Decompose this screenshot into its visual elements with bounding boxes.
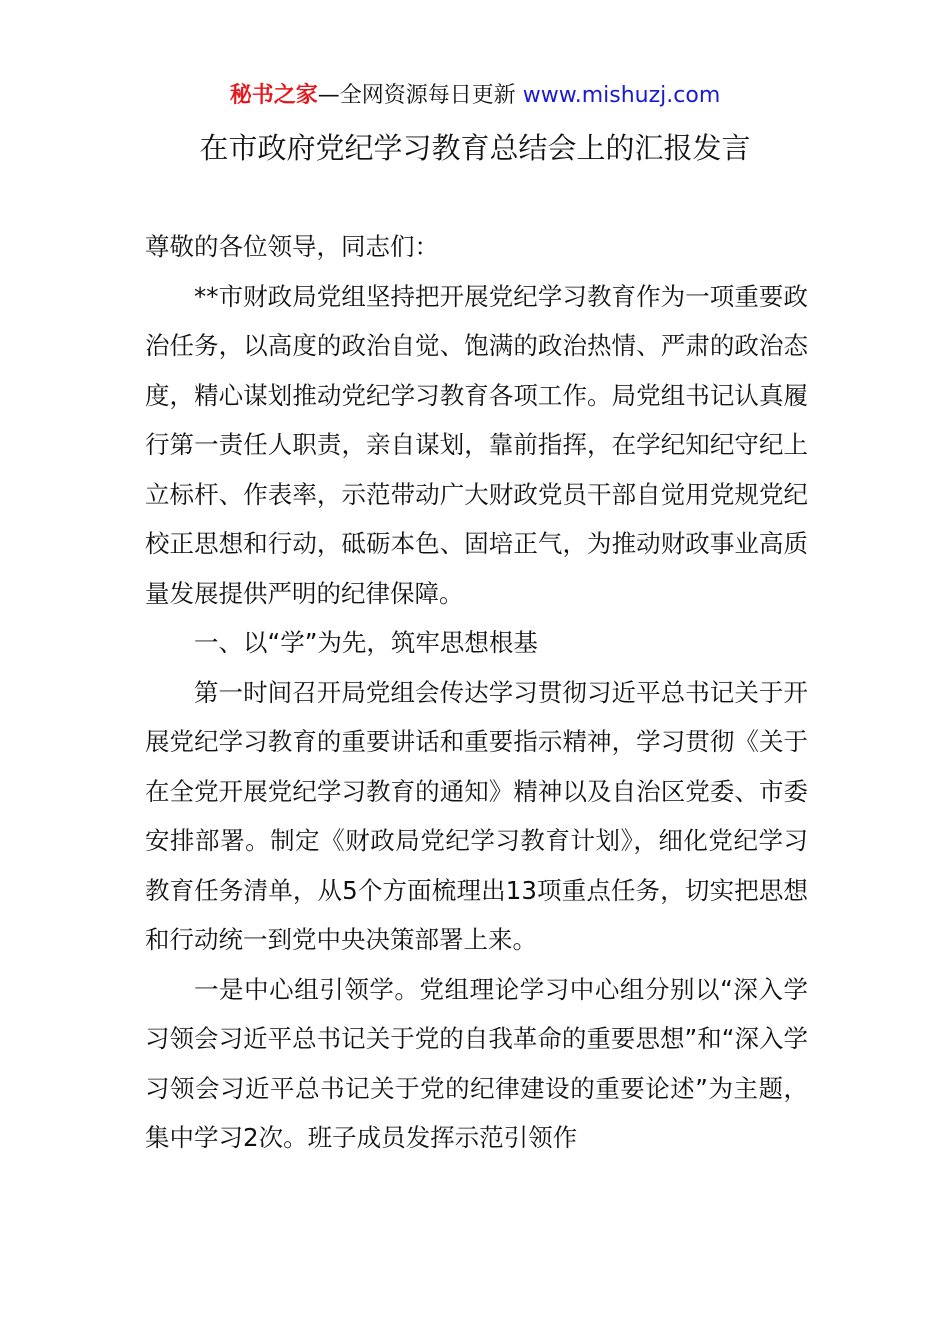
site-tagline: —全网资源每日更新 [317, 83, 523, 108]
paragraph-intro: **市财政局党组坚持把开展党纪学习教育作为一项重要政治任务，以高度的政治自觉、饱满的政治热情、严肃的政治态度，精心谋划推动党纪学习教育各项工作。局党组书记认真履行第一责任人职责，亲自谋划，靠前指挥，在学纪知纪守纪上立标杆、作表率，示范带动广大财政党员干部自觉用党规党纪校正思想和行动，砥砺本色、固培正气，为推动财政事业高质量发展提供严明的纪律保障。 [145, 281, 808, 608]
section-heading-1: 一、以“学”为先，筑牢思想根基 [194, 628, 538, 657]
site-banner [0, 80, 950, 112]
site-brand-name: 秘书之家 [229, 83, 318, 108]
site-url-link[interactable]: www.mishuzj.com [522, 83, 721, 108]
paragraph-section-1: 第一时间召开局党组会传达学习贯彻习近平总书记关于开展党纪学习教育的重要讲话和重要指示精神，学习贯彻《关于在全党开展党纪学习教育的通知》精神以及自治区党委、市委安排部署。制定《财政局党纪学习教育计划》，细化党纪学习教育任务清单，从5个方面梳理出13项重点任务，切实把思想和行动统一到党中央决策部署上来。 [145, 677, 808, 954]
salutation: 尊敬的各位领导，同志们： [145, 232, 439, 261]
document-body [145, 222, 808, 1163]
document-title: 在市政府党纪学习教育总结会上的汇报发言 [199, 131, 751, 165]
paragraph-item-1: 一是中心组引领学。党组理论学习中心组分别以“深入学习领会习近平总书记关于党的自我革命的重要思想”和“深入学习领会习近平总书记关于党的纪律建设的重要论述”为主题，集中学习2次。班子成员发挥示范引领作 [145, 974, 808, 1152]
